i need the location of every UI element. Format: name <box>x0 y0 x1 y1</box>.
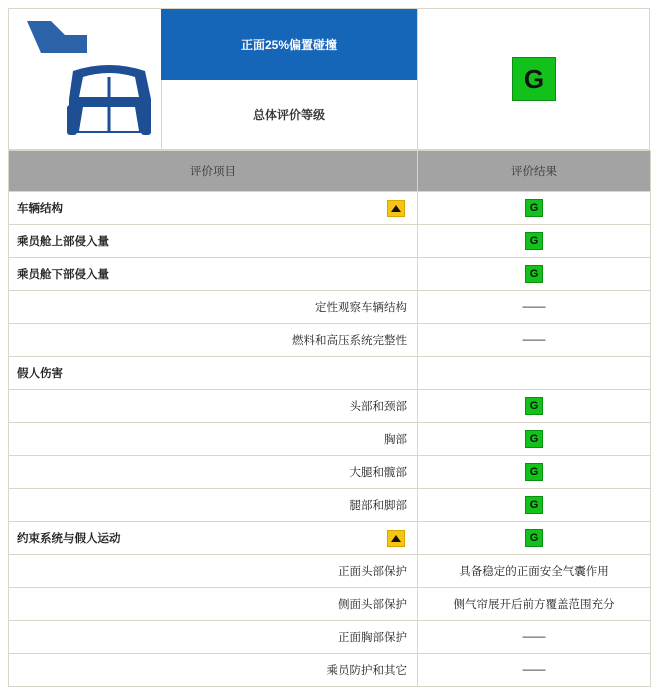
table-row <box>9 225 651 258</box>
item-cell <box>9 390 418 423</box>
item-cell <box>9 192 418 225</box>
item-cell <box>9 357 418 390</box>
item-label: 约束系统与假人运动 <box>17 533 121 545</box>
result-cell <box>418 489 651 522</box>
overall-rating-label: 总体评价等级 <box>252 108 325 122</box>
result-cell <box>418 258 651 291</box>
table-row <box>9 588 651 621</box>
item-cell <box>9 621 418 654</box>
table-row <box>9 522 651 555</box>
column-header-result: 评价结果 <box>418 151 651 192</box>
item-cell <box>9 324 418 357</box>
expand-up-icon[interactable] <box>387 200 405 217</box>
result-cell <box>418 423 651 456</box>
item-label: 定性观察车辆结构 <box>315 302 407 314</box>
item-label: 乘员舱下部侵入量 <box>17 269 109 281</box>
rating-table <box>8 150 651 687</box>
test-name: 正面25%偏置碰撞 <box>161 9 417 80</box>
rating-header <box>8 8 650 150</box>
item-cell <box>9 456 418 489</box>
item-cell <box>9 588 418 621</box>
item-label: 正面胸部保护 <box>338 632 407 644</box>
rating-panel <box>8 8 650 687</box>
rating-badge: G <box>525 430 543 448</box>
item-label: 侧面头部保护 <box>338 599 407 611</box>
result-cell <box>418 390 651 423</box>
table-row <box>9 291 651 324</box>
result-cell <box>418 654 651 687</box>
rating-badge: G <box>525 265 543 283</box>
result-cell <box>418 225 651 258</box>
item-label: 正面头部保护 <box>338 566 407 578</box>
column-header-item: 评价项目 <box>9 151 418 192</box>
table-row <box>9 324 651 357</box>
result-cell <box>418 588 651 621</box>
result-text: —— <box>522 631 546 643</box>
item-label: 假人伤害 <box>17 368 63 380</box>
item-label: 头部和颈部 <box>349 401 407 413</box>
table-row <box>9 390 651 423</box>
rating-badge: G <box>525 199 543 217</box>
item-cell <box>9 522 418 555</box>
item-label: 大腿和髋部 <box>349 467 407 479</box>
result-cell <box>418 324 651 357</box>
table-row <box>9 258 651 291</box>
result-cell <box>418 192 651 225</box>
table-row <box>9 489 651 522</box>
item-cell <box>9 489 418 522</box>
item-cell <box>9 225 418 258</box>
result-cell <box>418 456 651 489</box>
result-text: —— <box>522 334 546 346</box>
offset-crash-car-icon <box>9 9 162 149</box>
rating-badge: G <box>525 232 543 250</box>
table-row <box>9 621 651 654</box>
item-cell <box>9 258 418 291</box>
result-text: —— <box>522 301 546 313</box>
item-label: 腿部和脚部 <box>349 500 407 512</box>
result-cell <box>418 621 651 654</box>
result-cell <box>418 291 651 324</box>
item-cell <box>9 291 418 324</box>
result-text: —— <box>522 664 546 676</box>
result-cell <box>418 555 651 588</box>
car-front-barrier-icon <box>9 9 161 149</box>
rating-badge: G <box>525 397 543 415</box>
result-text: 具备稳定的正面安全气囊作用 <box>459 566 609 578</box>
item-label: 胸部 <box>384 434 407 446</box>
table-row <box>9 423 651 456</box>
item-label: 车辆结构 <box>17 203 63 215</box>
table-row <box>9 357 651 390</box>
rating-badge: G <box>525 529 543 547</box>
result-text: 侧气帘展开后前方覆盖范围充分 <box>453 599 615 611</box>
result-cell <box>418 357 651 390</box>
overall-rating-badge: G <box>512 57 556 101</box>
item-cell <box>9 555 418 588</box>
overall-rating-cell <box>417 9 650 149</box>
expand-up-icon[interactable] <box>387 530 405 547</box>
rating-badge: G <box>525 496 543 514</box>
item-cell <box>9 654 418 687</box>
item-label: 燃料和高压系统完整性 <box>292 335 407 347</box>
item-label: 乘员防护和其它 <box>326 665 407 677</box>
item-cell <box>9 423 418 456</box>
item-label: 乘员舱上部侵入量 <box>17 236 109 248</box>
table-row <box>9 192 651 225</box>
table-row <box>9 456 651 489</box>
table-row <box>9 654 651 687</box>
rating-badge: G <box>525 463 543 481</box>
result-cell <box>418 522 651 555</box>
table-row <box>9 555 651 588</box>
